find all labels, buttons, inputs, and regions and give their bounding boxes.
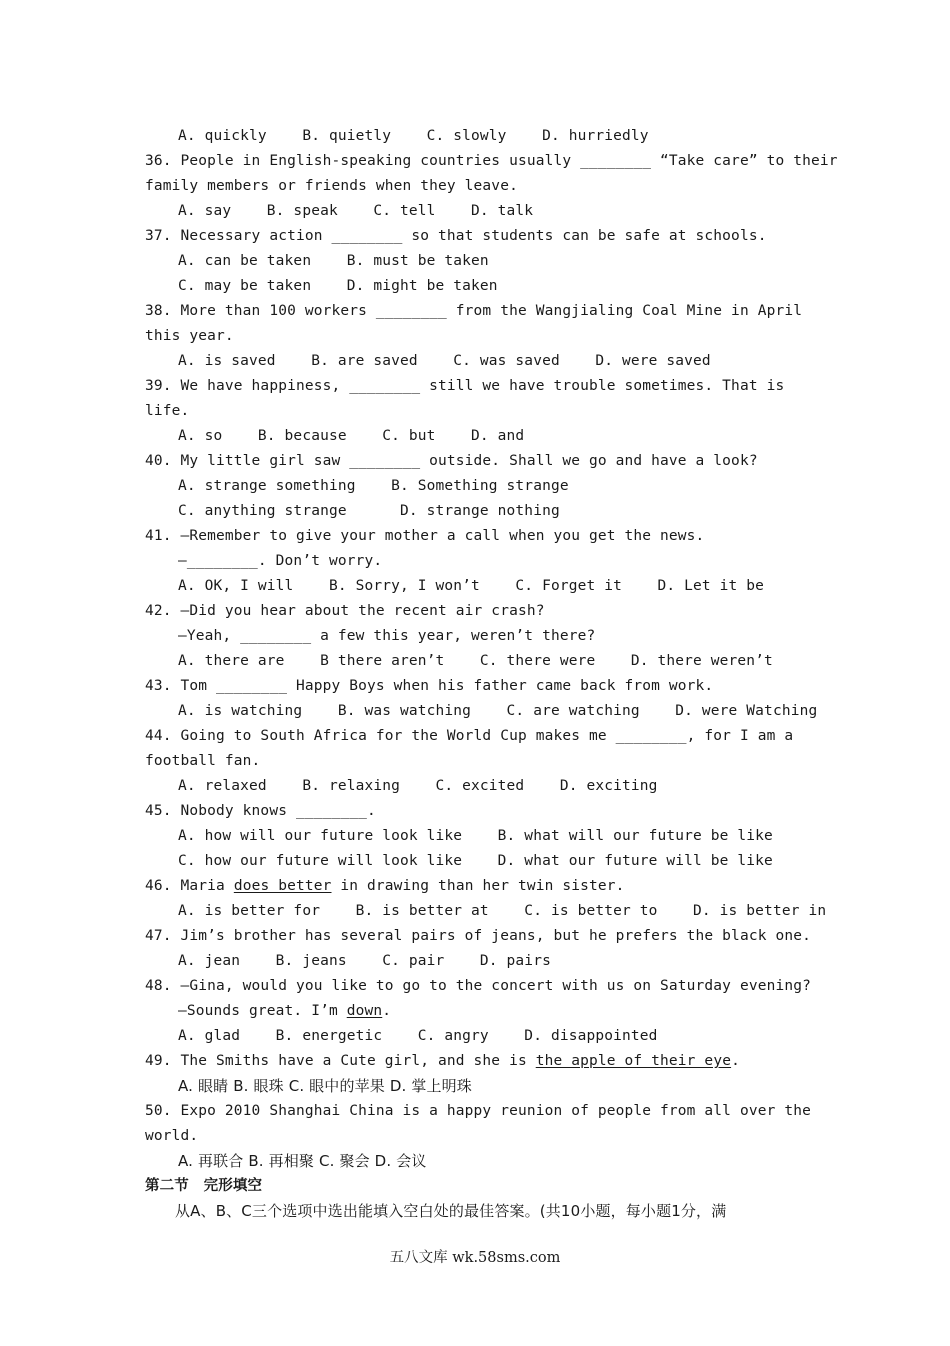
q44-stem: 44. Going to South Africa for the World Cup makes me ________, for I am a [145, 728, 794, 744]
q50-stem: 50. Expo 2010 Shanghai China is a happy reunion of people from all over the [145, 1103, 811, 1119]
q36-stem-cont: family members or friends when they leave. [145, 178, 518, 194]
q40-stem: 40. My little girl saw ________ outside. Shall we go and have a look? [145, 453, 758, 469]
q37-options-2: C. may be taken D. might be taken [178, 278, 498, 294]
q45-stem: 45. Nobody knows ________. [145, 803, 376, 819]
q44-stem-cont: football fan. [145, 753, 261, 769]
q47-options: A. jean B. jeans C. pair D. pairs [178, 953, 551, 969]
q46-stem-post: in drawing than her twin sister. [331, 878, 625, 894]
q45-options-2: C. how our future will look like D. what our future will be like [178, 853, 773, 869]
q46-stem [145, 874, 807, 899]
q50-stem-cont: world. [145, 1128, 199, 1144]
q36-options: A. say B. speak C. tell D. talk [178, 203, 534, 219]
q42-stem: 42. —Did you hear about the recent air crash? [145, 603, 545, 619]
q49-underlined-phrase: the apple of their eye [535, 1053, 732, 1069]
q48-reply-pre: —Sounds great. I’m [178, 1003, 347, 1019]
q35-options: A. quickly B. quietly C. slowly D. hurriedly [178, 128, 649, 144]
q42-reply: —Yeah, ________ a few this year, weren’t there? [178, 628, 596, 644]
q39-stem: 39. We have happiness, ________ still we have trouble sometimes. That is [145, 378, 785, 394]
q44-options: A. relaxed B. relaxing C. excited D. exciting [178, 778, 658, 794]
q41-stem: 41. —Remember to give your mother a call when you get the news. [145, 528, 705, 544]
footer-watermark: 五八文库 wk.58sms.com [389, 1250, 561, 1266]
q41-options: A. OK, I will B. Sorry, I won’t C. Forget it D. Let it be [178, 578, 765, 594]
q42-options: A. there are B there aren’t C. there were D. there weren’t [178, 653, 773, 669]
q37-stem: 37. Necessary action ________ so that students can be safe at schools. [145, 228, 767, 244]
q48-options: A. glad B. energetic C. angry D. disappointed [178, 1028, 658, 1044]
q49-stem [145, 1049, 807, 1074]
q45-options-1: A. how will our future look like B. what will our future be like [178, 828, 773, 844]
q39-options: A. so B. because C. but D. and [178, 428, 525, 444]
q39-stem-cont: life. [145, 403, 190, 419]
q38-options: A. is saved B. are saved C. was saved D. were saved [178, 353, 711, 369]
q36-stem: 36. People in English-speaking countries usually ________ “Take care” to their [145, 153, 838, 169]
q46-options: A. is better for B. is better at C. is better to D. is better in [178, 903, 827, 919]
document-page [145, 124, 838, 1224]
q49-stem-pre: 49. The Smiths have a Cute girl, and she is [145, 1053, 536, 1069]
q40-options-2: C. anything strange D. strange nothing [178, 503, 560, 519]
q37-options-1: A. can be taken B. must be taken [178, 253, 489, 269]
q46-stem-pre: 46. Maria [145, 878, 234, 894]
q38-stem: 38. More than 100 workers ________ from the Wangjialing Coal Mine in April [145, 303, 803, 319]
q43-options: A. is watching B. was watching C. are watching D. were Watching [178, 703, 818, 719]
q40-options-1: A. strange something B. Something strange [178, 478, 569, 494]
q43-stem: 43. Tom ________ Happy Boys when his father came back from work. [145, 678, 714, 694]
q48-underlined-word: down [346, 1003, 383, 1019]
q50-options: A. 再联合 B. 再相聚 C. 聚会 D. 会议 [178, 1152, 427, 1170]
q47-stem: 47. Jim’s brother has several pairs of jeans, but he prefers the black one. [145, 928, 811, 944]
q49-stem-post: . [731, 1053, 740, 1069]
q48-reply [145, 999, 807, 1024]
q48-reply-post: . [382, 1003, 392, 1019]
q48-stem: 48. —Gina, would you like to go to the concert with us on Saturday evening? [145, 978, 811, 994]
q49-options: A. 眼睛 B. 眼珠 C. 眼中的苹果 D. 掌上明珠 [178, 1077, 472, 1095]
q41-reply: —________. Don’t worry. [178, 553, 383, 569]
q38-stem-cont: this year. [145, 328, 234, 344]
q46-underlined-phrase: does better [233, 878, 332, 894]
section-heading: 第二节 完形填空 [145, 1178, 263, 1194]
section-instruction: 从A、B、C三个选项中选出能填入空白处的最佳答案。(共10小题，每小题1分，满 [175, 1202, 727, 1220]
